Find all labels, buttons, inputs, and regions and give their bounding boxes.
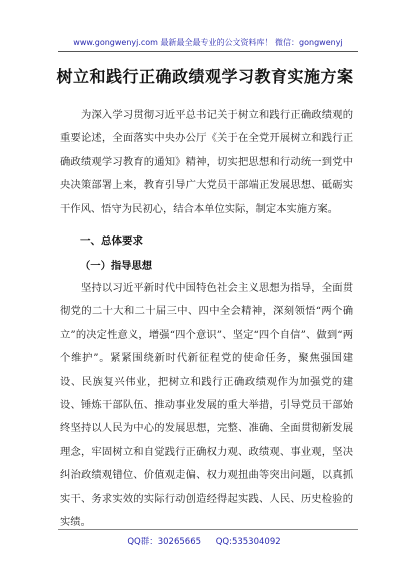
intro-paragraph: 为深入学习贯彻习近平总书记关于树立和践行正确政绩观的重要论述，全面落实中央办公厅《关于在全党开展树立和践行正确政绩观学习教育的通知》精神，切实把思想和行动统一到党中央决策部署上来，教育引导广大党员干部端正发展思想、砥砺实干作风、悟守为民初心，结合本单位实际，制定本实施方案。 xyxy=(60,109,353,215)
footer xyxy=(0,535,408,547)
section-heading: 一、总体要求 xyxy=(80,235,143,247)
qq-text: QQ:535304092 xyxy=(215,537,281,547)
guiding-paragraph: 坚持以习近平新时代中国特色社会主义思想为指导，全面贯彻党的二十大和二十届三中、四中全会精神，深刻领悟“两个确立”的决定性意义，增强“四个意识”、坚定“四个自信”、做到“两个维护”。紧紧围绕新时代新征程党的使命任务，聚焦强国建设、民族复兴伟业，把树立和践行正确政绩观作为加强党的建设、锤炼干部队伍、推动事业发展的重大举措，引导党员干部始终坚持以人民为中心的发展思想，完整、准确、全面贯彻新发展理念，牢固树立和自觉践行正确权力观、政绩观、事业观，坚决纠治政绩观错位、价值观走偏、权力观扭曲等突出问题，以真抓实干、务求实效的实际行动创造经得起实践、人民、历史检验的实绩。 xyxy=(60,282,353,529)
qq-group-text: QQ群：30265665 xyxy=(127,537,202,547)
subsection-heading: （一）指导思想 xyxy=(80,260,153,272)
header-divider xyxy=(58,51,358,52)
footer-divider xyxy=(58,529,358,530)
document-title: 树立和践行正确政绩观学习教育实施方案 xyxy=(56,67,354,86)
header-banner: www.gongwenyj.com 最新最全最专业的公文资料库！ 微信：gongwenyj xyxy=(73,38,343,47)
